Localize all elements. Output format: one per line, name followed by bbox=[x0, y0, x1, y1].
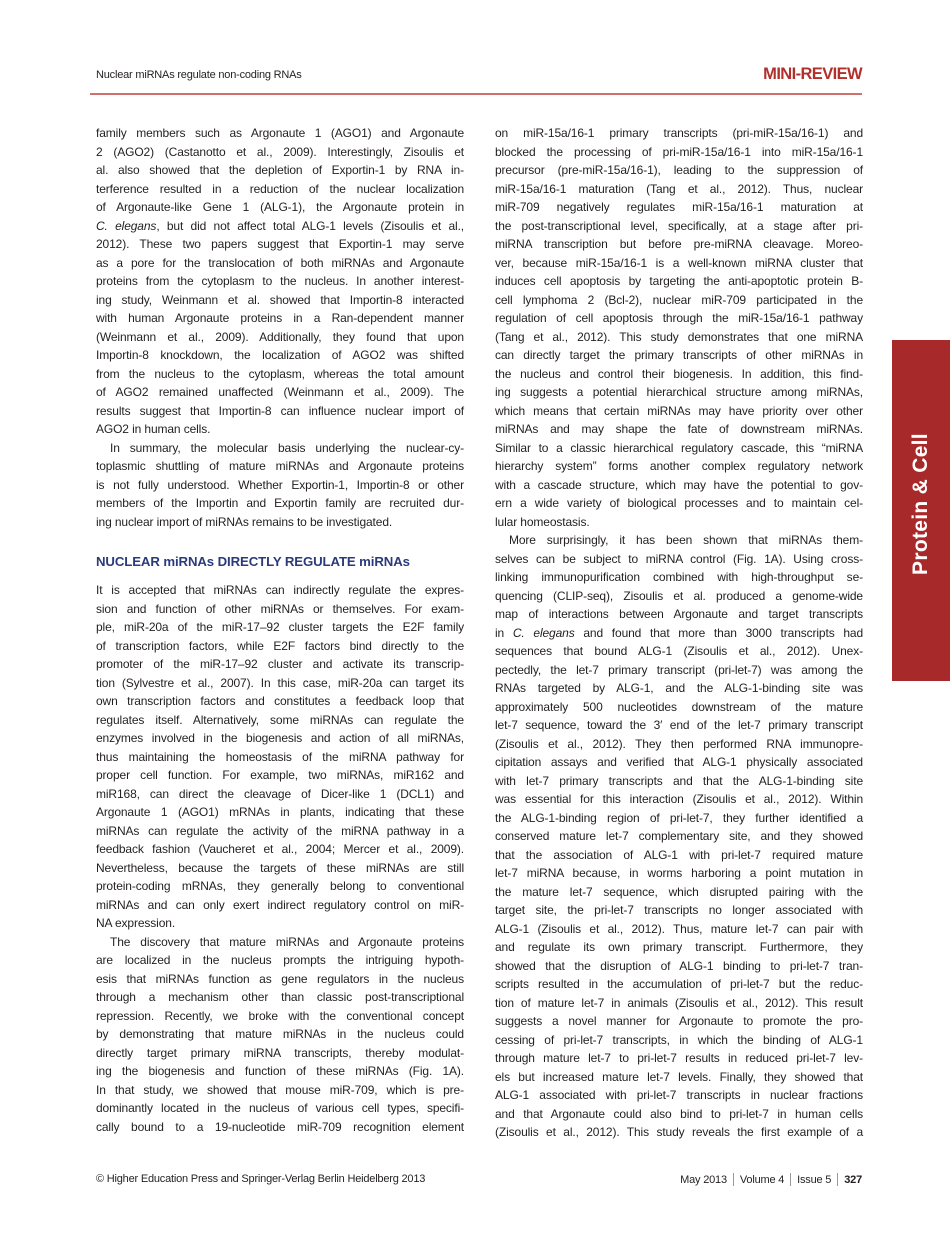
volume: Volume 4 bbox=[739, 1173, 785, 1186]
text-line: map of interactions between Argonaute and target transcripts bbox=[495, 607, 863, 621]
italic-species-name: C. elegans bbox=[512, 625, 575, 640]
text-line: (Weinmann et al., 2009). Additionally, they found that upon bbox=[96, 329, 464, 344]
section-heading: NUCLEAR miRNAs DIRECTLY REGULATE miRNAs bbox=[96, 554, 410, 569]
text-line: 2012). These two papers suggest that Exportin-1 may serve bbox=[96, 237, 464, 251]
text-line: feedback fashion (Vaucheret et al., 2004; Mercer et al., 2009). bbox=[96, 842, 464, 856]
right-column bbox=[495, 124, 863, 1142]
text-line: let-7 miRNA because, in worms harboring a point mutation in bbox=[495, 866, 863, 880]
text-line: (Zisoulis et al., 2012). They then performed RNA immunopre- bbox=[495, 736, 863, 751]
text-line: miRNAs and can only exert indirect regulatory control on miR- bbox=[96, 897, 464, 912]
text-line: is not fully understood. Whether Exportin-1, Importin-8 or other bbox=[96, 477, 464, 492]
text-line: that the association of ALG-1 with pri-let-7 required mature bbox=[495, 847, 863, 862]
text-line: on miR-15a/16-1 primary transcripts (pri-miR-15a/16-1) and bbox=[495, 126, 863, 140]
text-line: promoter of the miR-17–92 cluster and activate its transcrip- bbox=[96, 657, 464, 671]
text-line: sion and function of other miRNAs or themselves. For exam- bbox=[96, 601, 464, 616]
divider bbox=[733, 1173, 734, 1186]
text-line bbox=[96, 217, 464, 236]
text-line: the nucleus and control their biogenesis. In addition, this find- bbox=[495, 366, 863, 381]
text-line: In that study, we showed that mouse miR-709, which is pre- bbox=[96, 1082, 464, 1097]
text-line: miR168, can direct the cleavage of Dicer-like 1 (DCL1) and bbox=[96, 786, 464, 801]
text-line: Importin-8 knockdown, the localization of AGO2 was shifted bbox=[96, 348, 464, 362]
text-line: regulation of cell apoptosis through the miR-15a/16-1 pathway bbox=[495, 311, 863, 325]
text-line: directly target primary miRNA transcripts, thereby modulat- bbox=[96, 1045, 464, 1060]
text-line: linking immunopurification combined with high-throughput se- bbox=[495, 570, 863, 584]
journal-name: Protein & Cell bbox=[909, 432, 932, 575]
header-rule bbox=[90, 93, 862, 95]
text-line: protein-coding mRNAs, they generally belong to conventional bbox=[96, 879, 464, 893]
text-line: was essential for this interaction (Zisoulis et al., 2012). Within bbox=[495, 792, 863, 806]
text-line: selves can be subject to miRNA control (Fig. 1A). Using cross- bbox=[495, 551, 863, 566]
section-label: MINI-REVIEW bbox=[763, 65, 862, 83]
text-line: results suggest that Importin-8 can influence nuclear import of bbox=[96, 403, 464, 418]
text-line: toplasmic shuttling of mature miRNAs and Argonaute proteins bbox=[96, 459, 464, 473]
italic-species-name: C. elegans bbox=[96, 218, 157, 233]
text-line bbox=[495, 624, 863, 643]
text-line: the mature let-7 sequence, which disrupted pairing with the bbox=[495, 884, 863, 899]
text-line: Nevertheless, because the targets of these miRNAs are still bbox=[96, 860, 464, 875]
text-line: by demonstrating that mature miRNAs in the nucleus could bbox=[96, 1027, 464, 1041]
text-line: Argonaute 1 (AGO1) mRNAs in plants, indicating that these bbox=[96, 805, 464, 819]
text-line: In summary, the molecular basis underlying the nuclear-cy- bbox=[110, 440, 464, 455]
text-line: miRNA transcription but before pre-miRNA cleavage. Moreo- bbox=[495, 237, 863, 251]
text-line: of transcription factors, while E2F factors bind directly to the bbox=[96, 638, 464, 653]
text-line: It is accepted that miRNAs can indirectly regulate the expres- bbox=[96, 583, 464, 597]
text-line: hierarchy system” forms another complex regulatory network bbox=[495, 459, 863, 473]
paragraph bbox=[96, 581, 464, 933]
text-line: are localized in the nucleus prompts the intriguing hypoth- bbox=[96, 953, 464, 967]
text-line: own transcription factors and constitutes a feedback loop that bbox=[96, 694, 464, 708]
text-line: cally bound to a 19-nucleotide miR-709 recognition element bbox=[96, 1119, 464, 1134]
text-line: miR-709 negatively regulates miR-15a/16-1 maturation at bbox=[495, 200, 863, 214]
text-line: through mature let-7 to pri-let-7 results in reduced pri-let-7 lev- bbox=[495, 1051, 863, 1065]
text-line: ing the biogenesis and function of these miRNAs (Fig. 1A). bbox=[96, 1064, 464, 1078]
text-line: els but increased mature let-7 levels. Finally, they showed that bbox=[495, 1069, 863, 1084]
text-line: showed that the disruption of ALG-1 binding to pri-let-7 tran- bbox=[495, 958, 863, 973]
text-line: miR-15a/16-1 maturation (Tang et al., 2012). Thus, nuclear bbox=[495, 181, 863, 196]
divider bbox=[790, 1173, 791, 1186]
text-line: conserved mature let-7 complementary site, and they showed bbox=[495, 829, 863, 843]
text-line: let-7 sequence, toward the 3′ end of the let-7 primary transcript bbox=[495, 718, 863, 732]
text-line: family members such as Argonaute 1 (AGO1) and Argonaute bbox=[96, 126, 464, 140]
text-line: terference resulted in a reduction of the nuclear localization bbox=[96, 181, 464, 196]
text-line: and that Argonaute could also bind to pri-let-7 in human cells bbox=[495, 1106, 863, 1121]
text-line: sequences that bound ALG-1 (Zisoulis et al., 2012). Unex- bbox=[495, 644, 863, 658]
paragraph bbox=[96, 933, 464, 1137]
text-line: quencing (CLIP-seq), Zisoulis et al. produced a genome-wide bbox=[495, 588, 863, 603]
text-line: ern a wide variety of biological processes and to maintain cel- bbox=[495, 496, 863, 510]
text-line: The discovery that mature miRNAs and Argonaute proteins bbox=[110, 934, 464, 949]
text-line: lular homeostasis. bbox=[495, 514, 590, 529]
text-line: ing suggests a potential hierarchical structure among miRNAs, bbox=[495, 385, 863, 399]
text-line: suggests a novel manner for Argonaute to promote the pro- bbox=[495, 1014, 863, 1028]
text-line: cell lymphoma 2 (Bcl-2), nuclear miR-709 participated in the bbox=[495, 292, 863, 307]
issue: Issue 5 bbox=[797, 1173, 832, 1186]
text-line: from the nucleus to the cytoplasm, whereas the total amount bbox=[96, 366, 464, 381]
text-line: scripts resulted in the accumulation of pri-let-7 but the reduc- bbox=[495, 977, 863, 991]
text-line: dominantly located in the nucleus of various cell types, specifi- bbox=[96, 1101, 464, 1115]
text-segment: in bbox=[495, 625, 513, 640]
text-line: RNAs targeted by ALG-1, and the ALG-1-binding site was bbox=[495, 681, 863, 695]
text-line: the post-transcriptional level, specifically, at a stage after pri- bbox=[495, 218, 863, 233]
text-line: proper cell function. For example, two miRNAs, miR162 and bbox=[96, 768, 464, 782]
text-line: ing study, Weinmann et al. showed that Importin-8 interacted bbox=[96, 292, 464, 307]
divider bbox=[837, 1173, 838, 1186]
text-line: cessing of pri-let-7 transcripts, in which the binding of ALG-1 bbox=[495, 1032, 863, 1047]
text-line: thus maintaining the homeostasis of the miRNA pathway for bbox=[96, 749, 464, 764]
text-line: ple, miR-20a of the miR-17–92 cluster targets the E2F family bbox=[96, 620, 464, 634]
text-line: with let-7 primary transcripts and that the ALG-1-binding site bbox=[495, 773, 863, 788]
text-line: miRNAs can regulate the activity of the miRNA pathway in a bbox=[96, 823, 464, 838]
text-line: members of the Importin and Exportin family are recruited dur- bbox=[96, 496, 464, 510]
text-line: Similar to a classic hierarchical regulatory cascade, this “miRNA bbox=[495, 440, 863, 455]
text-line: which means that certain miRNAs may have priority over other bbox=[495, 403, 863, 418]
copyright-notice: © Higher Education Press and Springer-Verlag Berlin Heidelberg 2013 bbox=[96, 1173, 426, 1185]
text-line: with a cascade structure, which may have the potential to gov- bbox=[495, 477, 863, 492]
issue-info bbox=[680, 1173, 862, 1186]
running-title: Nuclear miRNAs regulate non-coding RNAs bbox=[96, 69, 302, 81]
text-line: tion of mature let-7 in animals (Zisoulis et al., 2012). This result bbox=[495, 995, 863, 1010]
journal-side-tab bbox=[892, 340, 950, 681]
text-segment: and found that more than 3000 transcripts had bbox=[574, 625, 864, 640]
text-line: the ALG-1-binding region of pri-let-7, they further identified a bbox=[495, 810, 863, 825]
text-line: (Zisoulis et al., 2012). This study reveals the first example of a bbox=[495, 1125, 863, 1139]
text-line: as a pore for the translocation of both miRNAs and Argonaute bbox=[96, 255, 464, 270]
text-line: with human Argonaute proteins in a Ran-dependent manner bbox=[96, 311, 464, 325]
text-line: induces cell apoptosis by targeting the anti-apoptotic protein B- bbox=[495, 274, 863, 288]
text-line: 2 (AGO2) (Castanotto et al., 2009). Interestingly, Zisoulis et bbox=[96, 144, 464, 159]
text-line: can directly target the primary transcripts of other miRNAs in bbox=[495, 348, 863, 362]
page-number: 327 bbox=[844, 1173, 862, 1186]
text-line: (Tang et al., 2012). This study demonstrates that one miRNA bbox=[495, 329, 863, 344]
paragraph bbox=[96, 124, 464, 439]
text-line: NA expression. bbox=[96, 916, 176, 930]
text-line: ver, because miR-15a/16-1 is a well-known miRNA cluster that bbox=[495, 255, 863, 270]
text-segment: , but did not affect total ALG-1 levels (Zisoulis et al., bbox=[156, 218, 465, 233]
text-line: repression. Recently, we broke with the conventional concept bbox=[96, 1008, 464, 1023]
text-line: tion (Sylvestre et al., 2007). In this case, miR-20a can target its bbox=[96, 675, 464, 690]
text-line: ALG-1 associated with pri-let-7 transcripts in nuclear fractions bbox=[495, 1088, 863, 1102]
text-line: through a mechanism other than classic post-transcriptional bbox=[96, 990, 464, 1004]
text-line: target site, the pri-let-7 transcripts no longer associated with bbox=[495, 903, 863, 917]
text-line: approximately 500 nucleotides downstream of the mature bbox=[495, 699, 863, 714]
text-line: ALG-1 (Zisoulis et al., 2012). Thus, mature let-7 can pair with bbox=[495, 921, 863, 936]
text-line: enzymes involved in the biogenesis and action of all miRNAs, bbox=[96, 731, 464, 745]
text-line: and regulate its own primary transcript. Furthermore, they bbox=[495, 940, 863, 954]
text-line: More surprisingly, it has been shown that miRNAs them- bbox=[509, 533, 863, 547]
text-line: al. also showed that the depletion of Exportin-1 by RNA in- bbox=[96, 163, 464, 177]
text-line: ing nuclear import of miRNAs remains to be investigated. bbox=[96, 514, 393, 529]
text-line: of AGO2 remained unaffected (Weinmann et al., 2009). The bbox=[96, 385, 464, 399]
text-line: miRNAs and may shape the fate of downstream miRNAs. bbox=[495, 422, 863, 436]
paragraph bbox=[495, 124, 863, 531]
text-line: esis that miRNAs function as gene regulators in the nucleus bbox=[96, 971, 464, 986]
text-line: cipitation assays and verified that ALG-1 physically associated bbox=[495, 755, 863, 769]
text-line: pectedly, the let-7 primary transcript (pri-let-7) was among the bbox=[495, 662, 863, 677]
text-line: of Argonaute-like Gene 1 (ALG-1), the Argonaute protein in bbox=[96, 200, 464, 214]
text-line: AGO2 in human cells. bbox=[96, 422, 211, 436]
text-line: blocked the processing of pri-miR-15a/16-1 into miR-15a/16-1 bbox=[495, 144, 863, 159]
paragraph bbox=[96, 439, 464, 532]
paragraph bbox=[495, 531, 863, 1142]
issue-date: May 2013 bbox=[680, 1173, 727, 1186]
text-line: proteins from the cytoplasm to the nucleus. In another interest- bbox=[96, 274, 464, 288]
text-line: precursor (pre-miR-15a/16-1), leading to the suppression of bbox=[495, 163, 863, 177]
left-column bbox=[96, 124, 464, 1136]
text-line: regulates itself. Alternatively, some miRNAs can regulate the bbox=[96, 712, 464, 727]
